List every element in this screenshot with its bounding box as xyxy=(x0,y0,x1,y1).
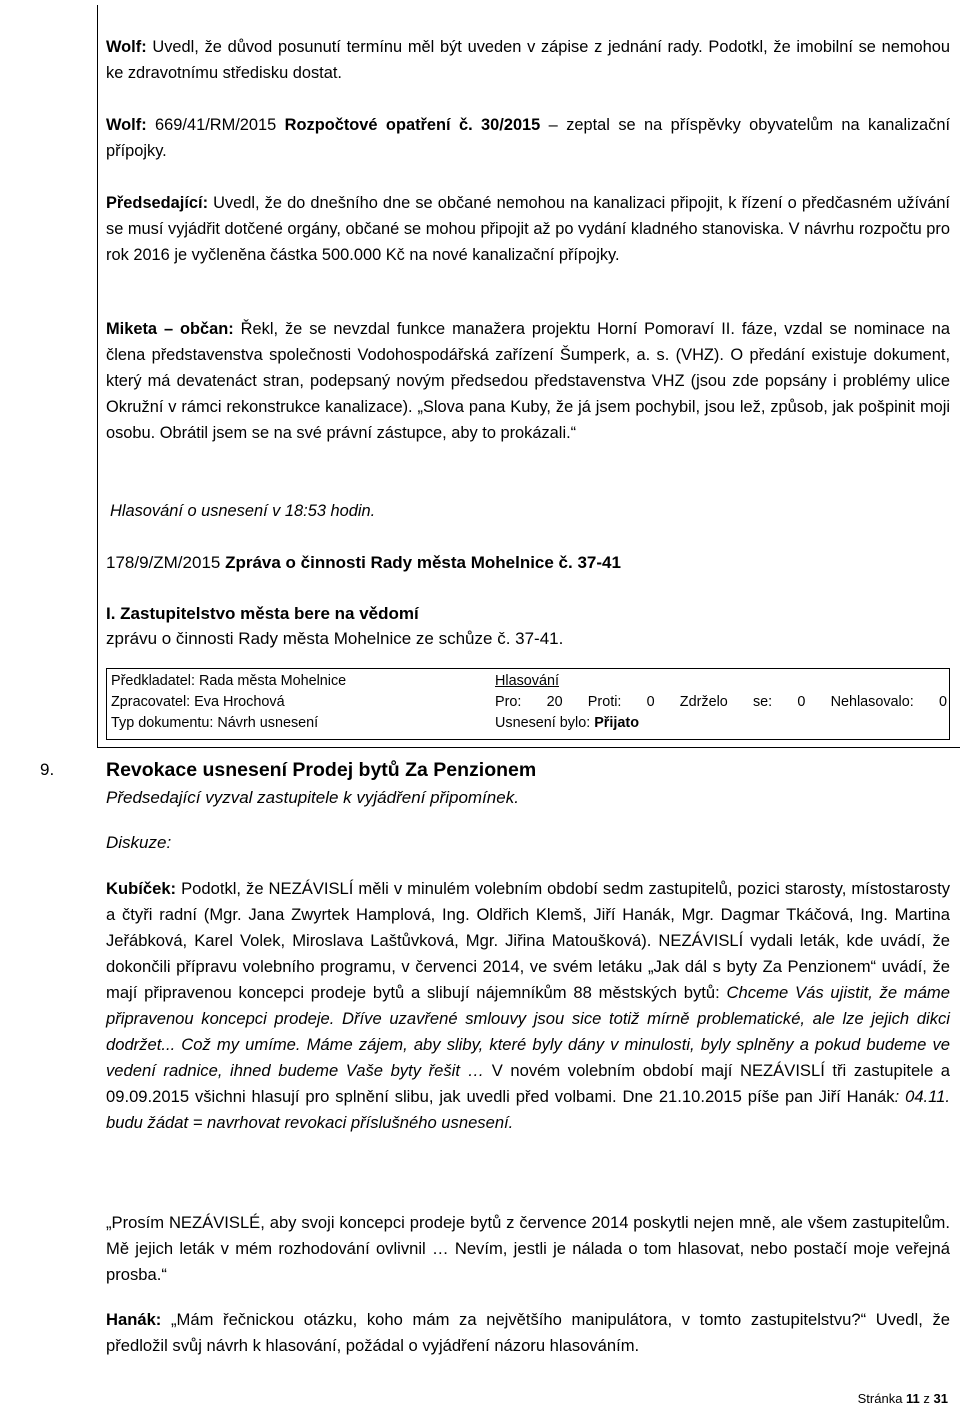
vote-heading: Hlasování xyxy=(495,673,559,689)
vote-absent-label: Nehlasovalo: xyxy=(830,694,914,710)
paragraph-wolf-2 xyxy=(106,112,950,164)
vote-counts xyxy=(495,692,947,713)
resolution-info-box xyxy=(106,668,950,740)
paragraph-wolf-1 xyxy=(106,34,950,86)
discussion-label: Diskuze: xyxy=(106,833,172,852)
page-of: z xyxy=(919,1391,934,1406)
page-total: 31 xyxy=(933,1391,948,1406)
vote-result-value: Přijato xyxy=(594,715,639,731)
paragraph-kubicek xyxy=(106,876,950,1136)
page-footer xyxy=(858,1391,948,1406)
submitter: Předkladatel: Rada města Mohelnice xyxy=(111,673,347,689)
vote-result-label: Usnesení bylo: xyxy=(495,715,595,731)
resolution-number: 178/9/ZM/2015 xyxy=(106,553,226,572)
speaker-name: Wolf: xyxy=(106,116,147,134)
resolution-text: zprávu o činnosti Rady města Mohelnice ze schůze č. 37-41. xyxy=(106,629,564,648)
vote-abstain-label: Zdrželo xyxy=(679,694,728,710)
section-number: 9. xyxy=(40,760,55,779)
vote-absent-value: 0 xyxy=(938,694,947,710)
paragraph-miketa xyxy=(106,316,950,446)
speaker-name: Hanák: xyxy=(106,1310,162,1329)
info-right xyxy=(495,671,947,734)
vote-abstain-label-2: se: xyxy=(752,694,773,710)
info-left xyxy=(111,671,481,734)
page-label: Stránka xyxy=(857,1391,907,1406)
speaker-name: Kubíček: xyxy=(106,879,177,898)
leaflet-quote: Chceme Vás ujistit, že máme připravenou koncepci prodeje. Dříve uzavřené smlouvy jsou sice totiž mírně problematické, ale lze jejich dikci dodržet... Což my umíme. Máme zájem, aby sliby, které byly dány v minulosti, byly splněny a pokud budeme ve vedení radnice, ihned budeme Vaše byty řešit … xyxy=(106,983,950,1080)
paragraph-plea: „Prosím NEZÁVISLÉ, aby svoji koncepci prodeje bytů z července 2014 poskytli nejen mně, ale všem zastupitelům. Mě jejich leták v mém rozhodování ovlivnil … Nevím, jestli je nálada o tom hlasovat, nebo postačí moje veřejná prosba.“ xyxy=(106,1213,950,1284)
speaker-name: Miketa – občan: xyxy=(106,320,234,338)
paragraph-text: Podotkl, že NEZÁVISLÍ měli v minulém volebním období sedm zastupitelů, pozici starosty, místostarosty a čtyři radní (Mgr. Jana Zwyrtek Hamplová, Ing. Oldřich Klemš, Jiří Hanák, Mgr. Dagmar Tkáčová, Ing. Martina Jeřábková, Karel Volek, Miroslava Laštůvková, Mgr. Jiřina Matoušková). NEZÁVISLÍ vydali leták, kde uvádí, že dokončili přípravu volebního programu, v červenci 2014, ve svém letáku „Jak dál s byty Za Penzionem“ uvádí, že mají připravenou koncepci prodeje bytů a slibují nájemníkům 88 městských bytů: xyxy=(106,879,950,1002)
resolution-ref: 669/41/RM/2015 xyxy=(146,116,285,134)
paragraph-text: „Mám řečnickou otázku, koho mám za největšího manipulátora, v tomto zastupitelstvu?“ Uvedl, že předložil svůj návrh k hlasování, požádal o vyjádření názoru hlasováním. xyxy=(106,1310,950,1355)
vote-abstain-value: 0 xyxy=(797,694,806,710)
resolution-point: I. Zastupitelstvo města bere na vědomí xyxy=(106,604,419,623)
section-subtitle: Předsedající vyzval zastupitele k vyjádření připomínek. xyxy=(106,788,519,807)
vote-against-label: Proti: xyxy=(587,694,622,710)
vote-for-value: 20 xyxy=(546,694,563,710)
speaker-name: Wolf: xyxy=(106,38,147,56)
author: Zpracovatel: Eva Hrochová xyxy=(111,694,285,710)
vote-for-label: Pro: xyxy=(495,694,522,710)
speaker-name: Předsedající: xyxy=(106,194,209,212)
hanak-quote: : 04.11. budu žádat = navrhovat revokaci příslušného usnesení. xyxy=(106,1087,951,1132)
budget-measure-ref: Rozpočtové opatření č. 30/2015 xyxy=(284,116,541,134)
paragraph-text: Uvedl, že do dnešního dne se občané nemohou na kanalizaci připojit, k řízení o předčasném užívání se musí vyjádřit dotčené orgány, občané se mohou připojit až po vydání kladného stanoviska. V návrhu rozpočtu pro rok 2016 je vyčleněna částka 500.000 Kč na nové kanalizační přípojky. xyxy=(106,194,950,264)
paragraph-hanak xyxy=(106,1307,950,1359)
page-number: 11 xyxy=(906,1391,920,1406)
vote-result xyxy=(495,713,947,734)
resolution-title: Zpráva o činnosti Rady města Mohelnice č. 37-41 xyxy=(225,553,621,572)
document-type: Typ dokumentu: Návrh usnesení xyxy=(111,715,319,731)
vote-time: Hlasování o usnesení v 18:53 hodin. xyxy=(110,502,376,520)
paragraph-text: Uvedl, že důvod posunutí termínu měl být uveden v zápise z jednání rady. Podotkl, že imobilní se nemohou ke zdravotnímu středisku dostat. xyxy=(106,38,950,82)
paragraph-text: Řekl, že se nevzdal funkce manažera projektu Horní Pomoraví II. fáze, vzdal se nominace na člena představenstva společnosti Vodohospodářská zařízení Šumperk, a. s. (VHZ). O předání existuje dokument, který má devatenáct stran, podepsaný novým předsedou představenstva VHZ (jsou zde popsány i problémy ulice Okružní v rámci rekonstrukce kanalizace). „Slova pana Kuby, že já jsem pochybil, jsou lež, způsob, jak pošpinit moji osobu. Obrátil jsem se na své právní zástupce, aby to prokázali.“ xyxy=(106,320,950,442)
paragraph-chair xyxy=(106,190,950,268)
vote-against-value: 0 xyxy=(646,694,655,710)
section-title: Revokace usnesení Prodej bytů Za Penzionem xyxy=(106,759,537,781)
resolution-heading xyxy=(106,550,950,576)
paragraph-text: – zeptal se na příspěvky obyvatelům na kanalizační přípojky. xyxy=(106,116,950,160)
paragraph-text-2: V novém volebním období mají NEZÁVISLÍ tři zastupitele a 09.09.2015 všichni hlasují pro splnění slibu, jak uvedli před volbami. Dne 21.10.2015 píše pan Jiří Hanák xyxy=(106,1061,950,1106)
